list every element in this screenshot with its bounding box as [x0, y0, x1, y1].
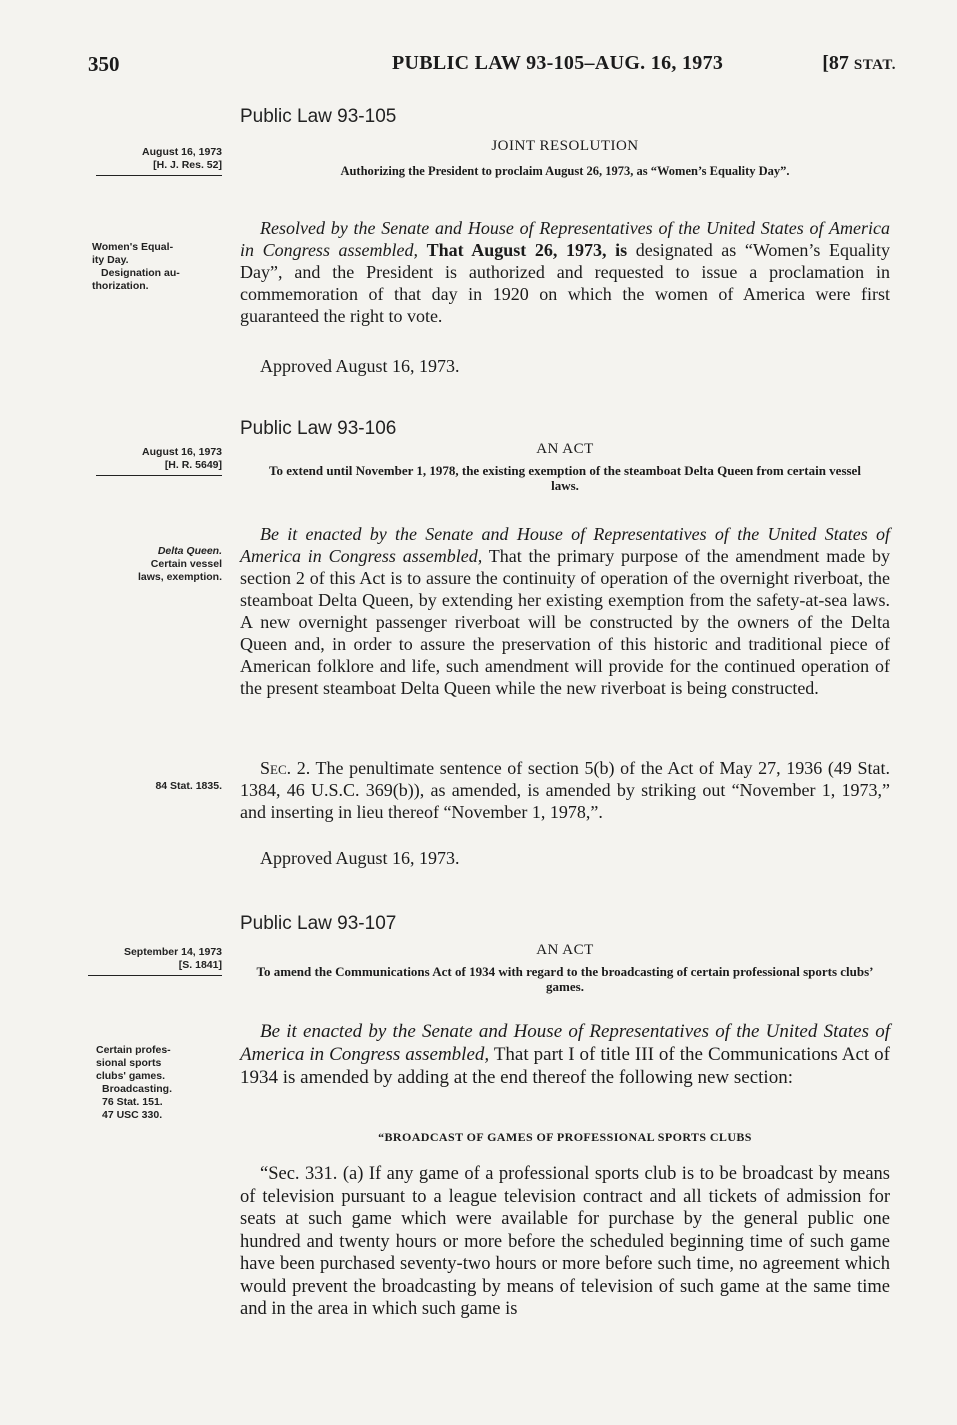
section-2-text — [240, 757, 890, 823]
law-subtitle: To amend the Communications Act of 1934 with regard to the broadcasting of certain professional sports clubs’ games. — [256, 964, 874, 994]
act-body: That part I of title III of the Communications Act of 1934 is amended by adding at the end thereof the following new section: — [240, 1044, 890, 1088]
margin-note-line: Designation au- — [101, 267, 180, 279]
section-label: Sec. 2. — [260, 758, 311, 778]
margin-note-line: clubs' games. — [96, 1070, 166, 1082]
document-type: AN ACT — [536, 942, 594, 958]
law-title-93-105: Public Law 93-105 — [240, 106, 397, 127]
margin-rule — [96, 175, 222, 176]
margin-note-line: thorization. — [92, 280, 149, 292]
act-body: That the primary purpose of the amendment made by section 2 of this Act is to assure the continuity of operation of the overnight riverboat, the steamboat Delta Queen, by extending her existing exemption from the safety-at-sea laws. A new overnight passenger riverboat will be constructed by the owners of the Delta Queen and, in order to assure the preservation of this historic and traditional piece of American folklore and life, such amendment will provide for the continued operation of the present steamboat Delta Queen while the new riverboat is being constructed. — [240, 546, 890, 698]
margin-note-line: sional sports — [96, 1057, 162, 1069]
enacting-clause: Be it enacted by the Senate and House of Representatives of the United States of America in Congress assembled, — [240, 1021, 890, 1065]
act-text — [240, 523, 890, 699]
page-number: 350 — [88, 52, 120, 76]
enacting-clause: Resolved by the Senate and House of Representatives of the United States of America in Congress assembled, — [240, 218, 890, 260]
margin-rule — [96, 475, 222, 476]
enacting-date: That August 26, 1973, is — [426, 240, 628, 260]
header-title: PUBLIC LAW 93-105–AUG. 16, 1973 — [392, 52, 724, 74]
approval-date: Approved August 16, 1973. — [260, 848, 460, 868]
stat-suffix: STAT. — [853, 57, 896, 73]
document-type: AN ACT — [536, 441, 594, 457]
stat-prefix: [87 — [822, 52, 849, 74]
margin-note-line: Broadcasting. — [102, 1083, 173, 1095]
margin-subject-93-106 — [96, 545, 222, 584]
section-2-body: The penultimate sentence of section 5(b) of the Act of May 27, 1936 (49 Stat. 1384, 46 U.S.C. 369(b)), as amended, is amended by striking out “November 1, 1973,” and inserting in lieu thereof “November 1, 1978,”. — [240, 758, 890, 822]
margin-date: August 16, 1973 — [142, 446, 222, 458]
margin-note-line: laws, exemption. — [137, 571, 222, 583]
law-title-93-107: Public Law 93-107 — [240, 913, 397, 934]
act-text — [240, 1020, 890, 1089]
margin-date: September 14, 1973 — [123, 946, 222, 958]
margin-bill: [H. J. Res. 52] — [153, 159, 222, 171]
law-subtitle: Authorizing the President to proclaim August 26, 1973, as “Women’s Equality Day”. — [340, 164, 790, 178]
approval-date: Approved August 16, 1973. — [260, 356, 460, 376]
law-subtitle: To extend until November 1, 1978, the existing exemption of the steamboat Delta Queen from certain vessel laws. — [269, 463, 861, 493]
resolution-body: designated as “Women’s Equality Day”, and the President is authorized and requested to issue a proclamation in commemoration of that day in 1920 on which the women of America were first guaranteed the right to vote. — [240, 240, 891, 326]
margin-subject-93-105 — [92, 241, 222, 293]
margin-note-line: 84 Stat. 1835. — [155, 780, 222, 792]
section-heading: “BROADCAST OF GAMES OF PROFESSIONAL SPORTS CLUBS — [378, 1130, 752, 1144]
margin-date: August 16, 1973 — [142, 146, 222, 158]
law-title-93-106: Public Law 93-106 — [240, 418, 397, 439]
margin-note-line: Women's Equal- — [92, 241, 174, 253]
running-header — [88, 52, 896, 84]
section-331-text: “Sec. 331. (a) If any game of a professional sports club is to be broadcast by means of television pursuant to a league television contract and all tickets of admission for seats at such game which were available for purchase by the general public one hundred and twenty hours or more before the scheduled beginning time of such game have been purchased seventy-two hours or more before such time, no agreement which would prevent the broadcasting by means of television of such game at the same time and in the area in which such game is — [240, 1164, 890, 1319]
margin-stat-reference — [96, 780, 222, 793]
margin-bill: [H. R. 5649] — [164, 459, 222, 471]
margin-subject-93-107 — [96, 1044, 222, 1122]
resolution-text — [240, 217, 890, 327]
margin-note-line: Certain profes- — [96, 1044, 171, 1056]
margin-note-line: ity Day. — [92, 254, 129, 266]
margin-bill: [S. 1841] — [178, 959, 222, 971]
statute-volume — [822, 52, 896, 75]
enacting-clause: Be it enacted by the Senate and House of Representatives of the United States of America in Congress assembled, — [240, 524, 890, 566]
margin-note-line: 76 Stat. 151. — [102, 1096, 163, 1108]
margin-enactment-93-106 — [96, 446, 222, 476]
margin-note-line: Delta Queen. — [157, 545, 222, 557]
margin-note-line: Certain vessel — [150, 558, 222, 570]
margin-note-line: 47 USC 330. — [102, 1109, 163, 1121]
margin-enactment-93-105 — [96, 146, 222, 176]
margin-enactment-93-107 — [88, 946, 222, 976]
document-type: JOINT RESOLUTION — [491, 138, 639, 154]
margin-rule — [88, 975, 222, 976]
